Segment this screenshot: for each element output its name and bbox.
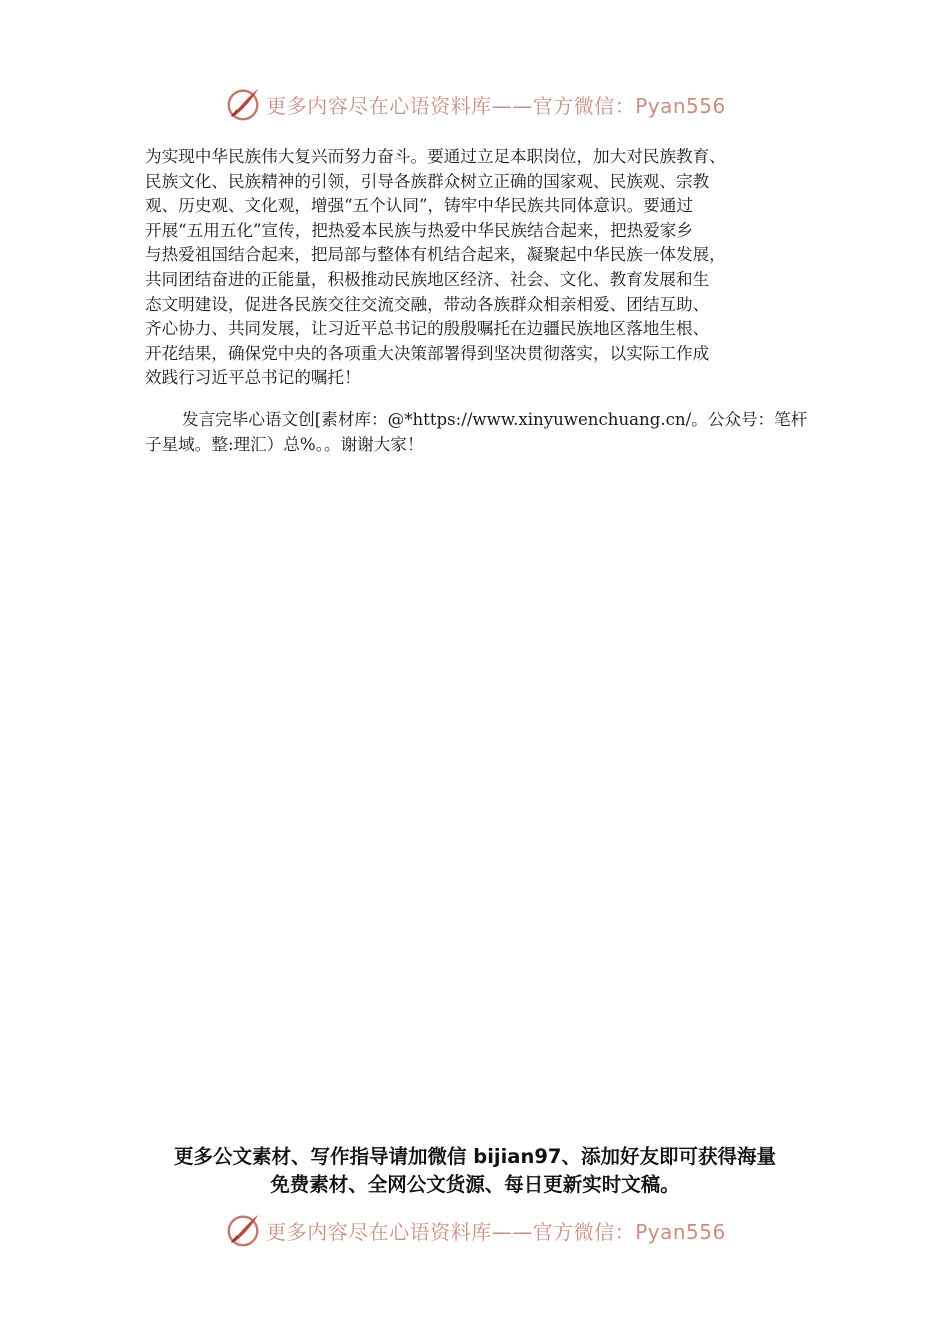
body-line: 效践行习近平总书记的嘱托！	[145, 368, 361, 388]
quill-pen-logo-icon	[224, 85, 262, 123]
body-line: 开展“五用五化”宣传，把热爱本民族与热爱中华民族结合起来，把热爱家乡	[145, 220, 693, 240]
header-banner-text: 更多内容尽在心语资料库——官方微信：Pyan556	[266, 93, 726, 118]
footer-promo-line: 免费素材、全网公文货源、每日更新实时文稿。	[270, 1173, 680, 1196]
body-paragraph	[145, 145, 813, 391]
body-line: 开花结果，确保党中央的各项重大决策部署得到坚决贯彻落实，以实际工作成	[145, 343, 710, 363]
footer-banner-text: 更多内容尽在心语资料库——官方微信：Pyan556	[266, 1219, 726, 1244]
footer-promo-line: 更多公文素材、写作指导请加微信 bijian97、添加好友即可获得海量	[174, 1145, 776, 1168]
body-line: 齐心协力、共同发展，让习近平总书记的殷殷嘱托在边疆民族地区落地生根、	[145, 319, 710, 339]
footer-banner	[0, 1208, 950, 1252]
header-banner	[0, 82, 950, 126]
body-line: 民族文化、民族精神的引领，引导各族群众树立正确的国家观、民族观、宗教	[145, 171, 710, 191]
closing-paragraph: 发言完毕心语文创[素材库：@*https://www.xinyuwenchuang.cn/。公众号：笔杆子星域。整:理汇）总%。。谢谢大家！	[145, 410, 808, 454]
body-line: 观、历史观、文化观，增强“五个认同”，铸牢中华民族共同体意识。要通过	[145, 196, 693, 216]
body-line: 态文明建设，促进各民族交往交流交融，带动各族群众相亲相爱、团结互助、	[145, 294, 710, 314]
quill-pen-logo-icon	[224, 1211, 262, 1249]
body-line: 与热爱祖国结合起来，把局部与整体有机结合起来，凝聚起中华民族一体发展，	[145, 245, 726, 265]
body-line: 共同团结奋进的正能量，积极推动民族地区经济、社会、文化、教育发展和生	[145, 269, 710, 289]
footer-promo-note	[120, 1143, 830, 1199]
body-line: 为实现中华民族伟大复兴而努力奋斗。要通过立足本职岗位，加大对民族教育、	[145, 147, 726, 166]
